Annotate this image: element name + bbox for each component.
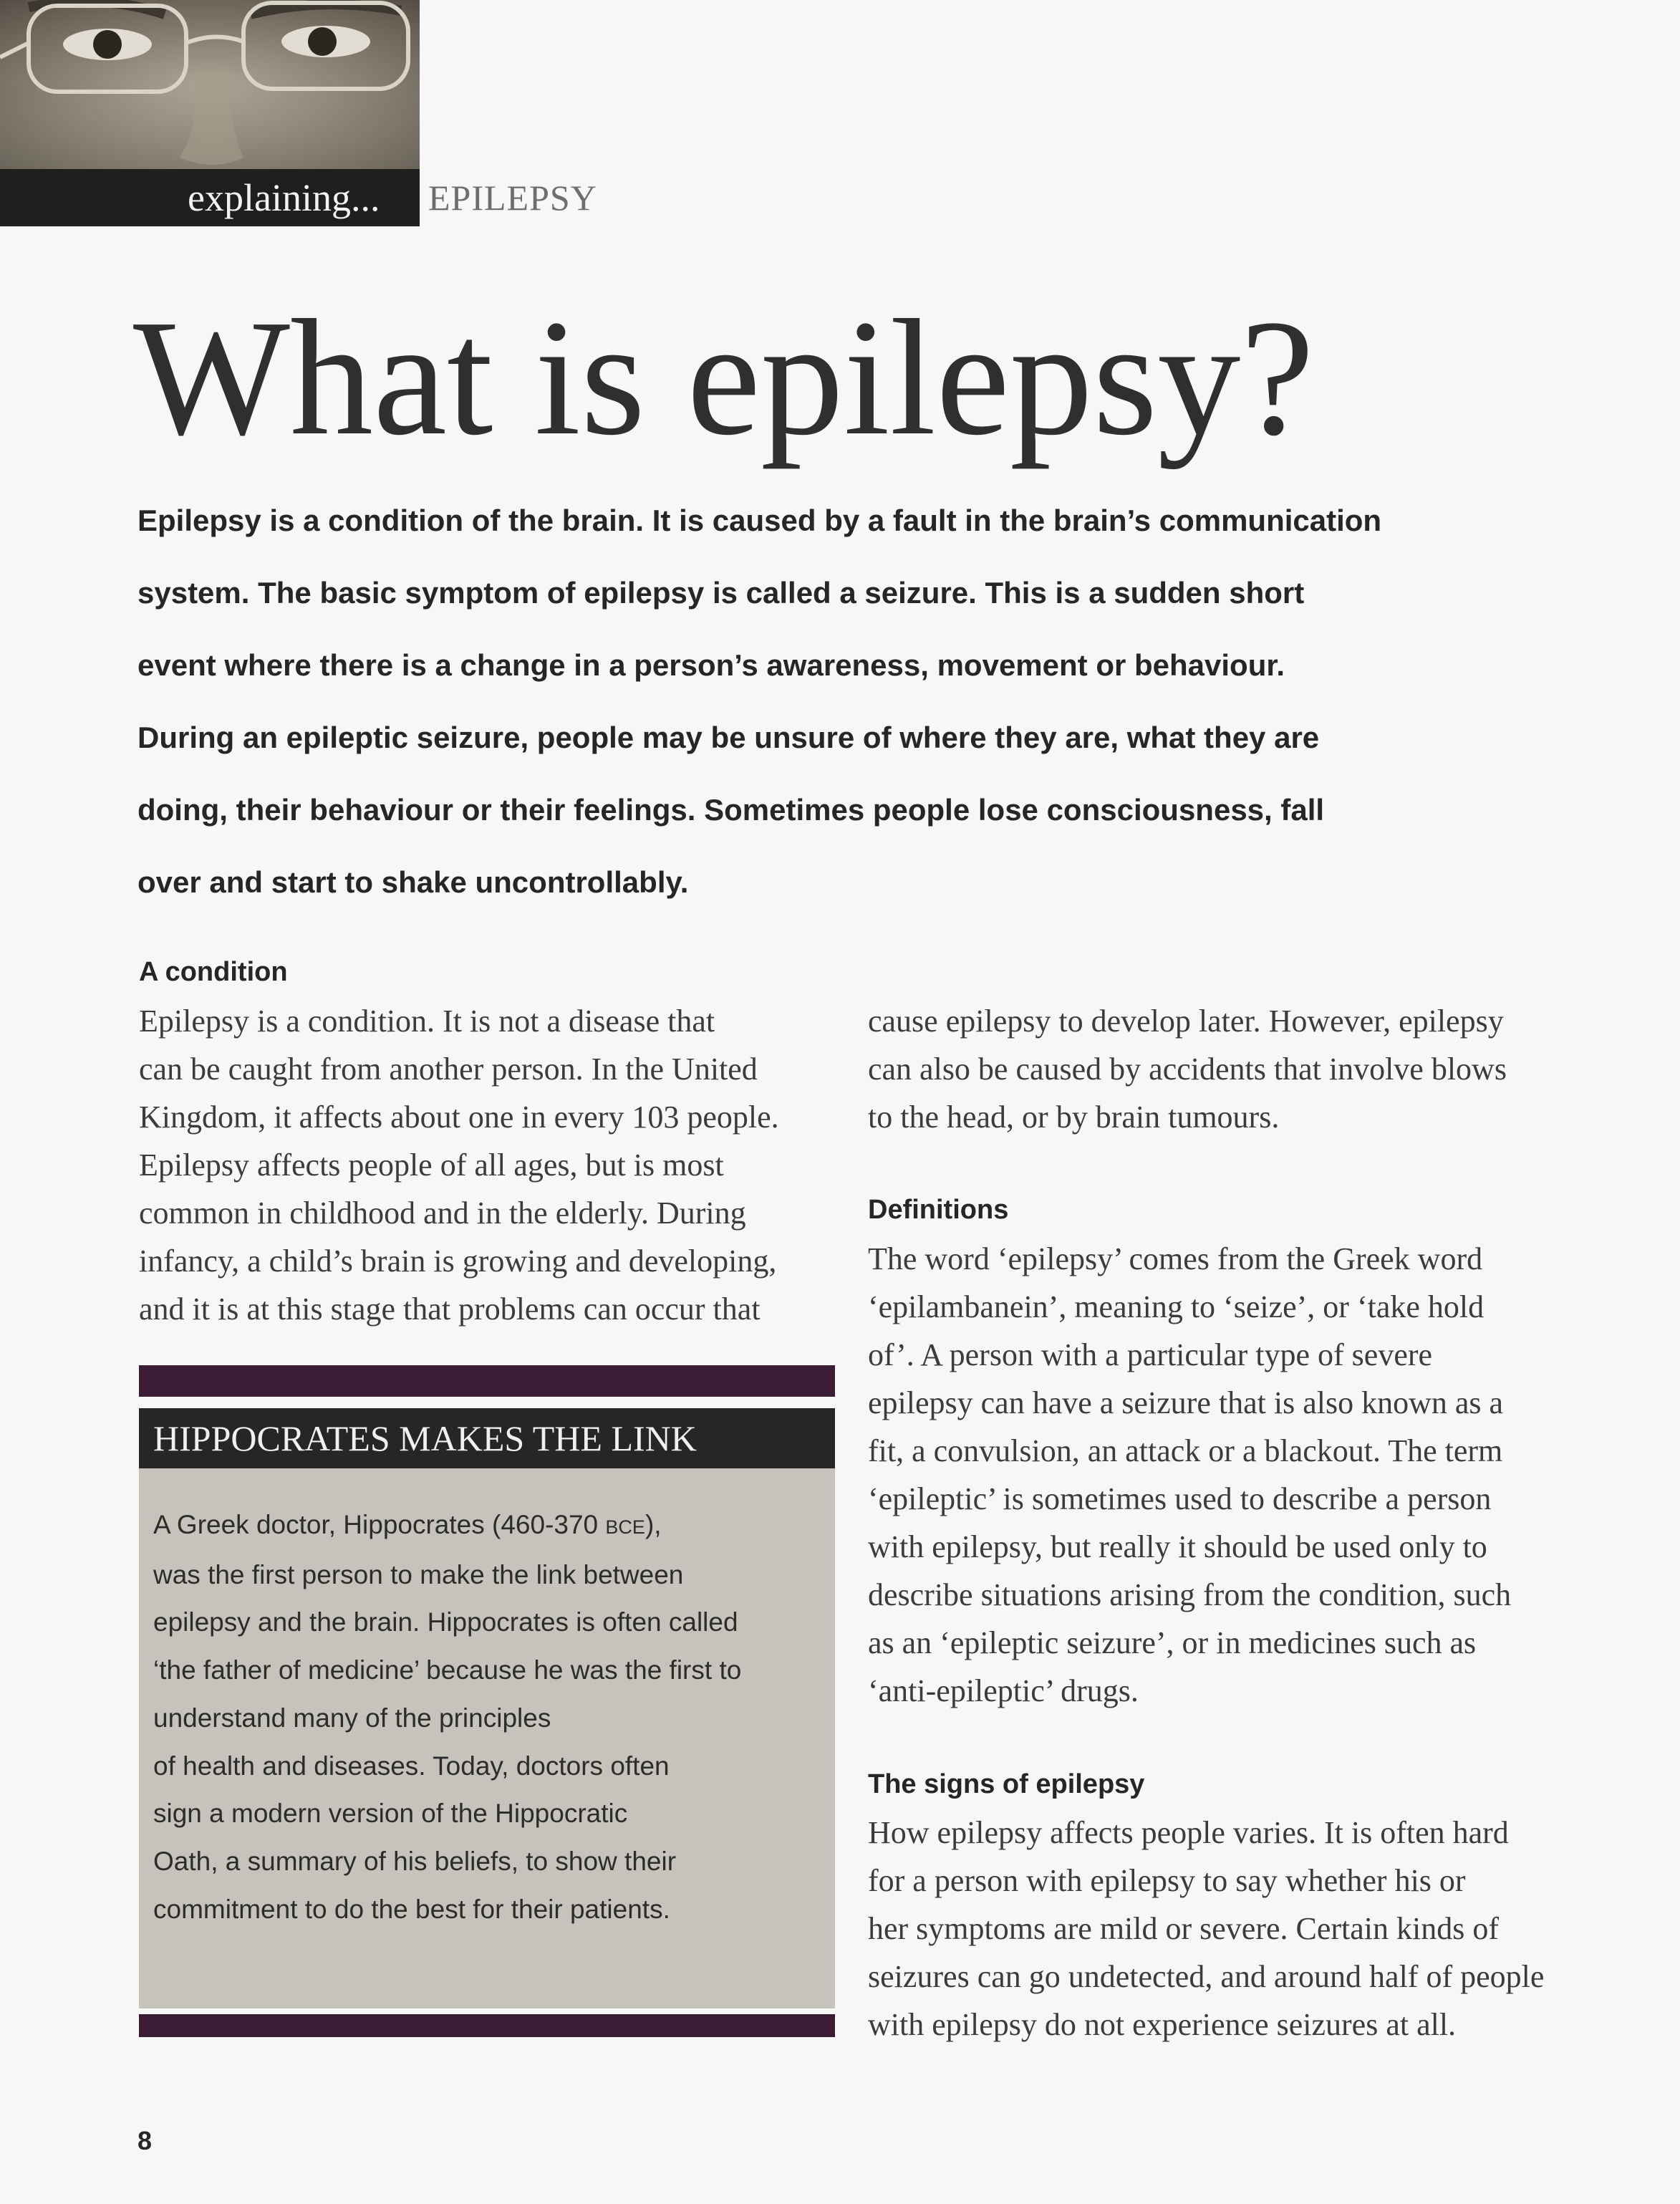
sidebar-line: epilepsy and the brain. Hippocrates is often called <box>153 1607 738 1637</box>
intro-line: Epilepsy is a condition of the brain. It is caused by a fault in the brain’s communication <box>137 504 1382 537</box>
body-line: Epilepsy affects people of all ages, but is most <box>139 1147 724 1183</box>
era-abbreviation: BCE <box>605 1516 645 1538</box>
body-line: to the head, or by brain tumours. <box>868 1099 1280 1135</box>
intro-line: doing, their behaviour or their feelings. Sometimes people lose consciousness, fall <box>137 793 1325 827</box>
intro-line: During an epileptic seizure, people may be unsure of where they are, what they are <box>137 721 1320 754</box>
heading-definitions: Definitions <box>868 1195 1009 1225</box>
body-line: Epilepsy is a condition. It is not a disease that <box>139 1004 715 1039</box>
heading-signs-of-epilepsy: The signs of epilepsy <box>868 1769 1145 1799</box>
body-line: seizures can go undetected, and around half of people <box>868 1959 1545 1994</box>
sidebar-line: commitment to do the best for their patients. <box>153 1894 670 1924</box>
eyes-with-glasses-image <box>0 0 420 169</box>
sidebar-text <box>153 1501 741 1933</box>
sidebar-bottom-band <box>139 2014 835 2037</box>
intro-line: over and start to shake uncontrollably. <box>137 865 689 899</box>
body-line: can also be caused by accidents that involve blows <box>868 1052 1507 1087</box>
body-line: of’. A person with a particular type of severe <box>868 1337 1433 1372</box>
body-line: Kingdom, it affects about one in every 103 people. <box>139 1099 779 1135</box>
sidebar-top-band <box>139 1365 835 1397</box>
heading-a-condition: A condition <box>139 957 288 987</box>
sidebar-line: Oath, a summary of his beliefs, to show their <box>153 1846 677 1876</box>
body-line: as an ‘epileptic seizure’, or in medicines such as <box>868 1625 1477 1660</box>
sidebar-line: was the first person to make the link between <box>153 1559 684 1589</box>
condition-body <box>139 997 779 1333</box>
body-line: with epilepsy, but really it should be used only to <box>868 1529 1487 1564</box>
sidebar-line: of health and diseases. Today, doctors often <box>153 1751 670 1781</box>
body-line: ‘anti-epileptic’ drugs. <box>868 1673 1139 1708</box>
sidebar-line: ‘the father of medicine’ because he was the first to <box>153 1655 742 1685</box>
page-title: What is epilepsy? <box>133 286 1315 470</box>
body-line: for a person with epilepsy to say whether his or <box>868 1863 1466 1898</box>
intro-line: event where there is a change in a person’s awareness, movement or behaviour. <box>137 648 1285 682</box>
body-line: ‘epilambanein’, meaning to ‘seize’, or ‘take hold <box>868 1289 1485 1324</box>
body-line: ‘epileptic’ is sometimes used to describe a person <box>868 1481 1492 1516</box>
series-label: explaining... <box>188 176 380 219</box>
intro-paragraph <box>137 484 1570 918</box>
body-line: How epilepsy affects people varies. It is often hard <box>868 1815 1509 1850</box>
body-line: fit, a convulsion, an attack or a blackout. The term <box>868 1433 1503 1468</box>
condition-continued <box>868 997 1507 1141</box>
body-line: describe situations arising from the condition, such <box>868 1577 1512 1612</box>
header-photo <box>0 0 420 169</box>
body-line: and it is at this stage that problems can occur that <box>139 1291 761 1327</box>
body-line: infancy, a child’s brain is growing and developing, <box>139 1243 777 1279</box>
body-line: epilepsy can have a seizure that is also known as a <box>868 1385 1504 1420</box>
body-line: The word ‘epilepsy’ comes from the Greek word <box>868 1241 1483 1276</box>
series-topic: EPILEPSY <box>428 178 597 218</box>
sidebar-title: HIPPOCRATES MAKES THE LINK <box>153 1418 697 1458</box>
body-line: cause epilepsy to develop later. However, epilepsy <box>868 1004 1504 1039</box>
body-line: with epilepsy do not experience seizures at all. <box>868 2007 1457 2042</box>
body-line: can be caught from another person. In the United <box>139 1052 758 1087</box>
body-line: common in childhood and in the elderly. During <box>139 1195 746 1231</box>
body-line: her symptoms are mild or severe. Certain kinds of <box>868 1911 1500 1946</box>
sidebar-line: A Greek doctor, Hippocrates (460-370 BCE), <box>153 1510 662 1539</box>
sidebar-line: understand many of the principles <box>153 1703 551 1733</box>
sidebar-line: sign a modern version of the Hippocratic <box>153 1799 628 1829</box>
definitions-body <box>868 1235 1511 1715</box>
intro-line: system. The basic symptom of epilepsy is called a seizure. This is a sudden short <box>137 576 1305 610</box>
page-number: 8 <box>137 2126 153 2155</box>
signs-body <box>868 1809 1544 2049</box>
